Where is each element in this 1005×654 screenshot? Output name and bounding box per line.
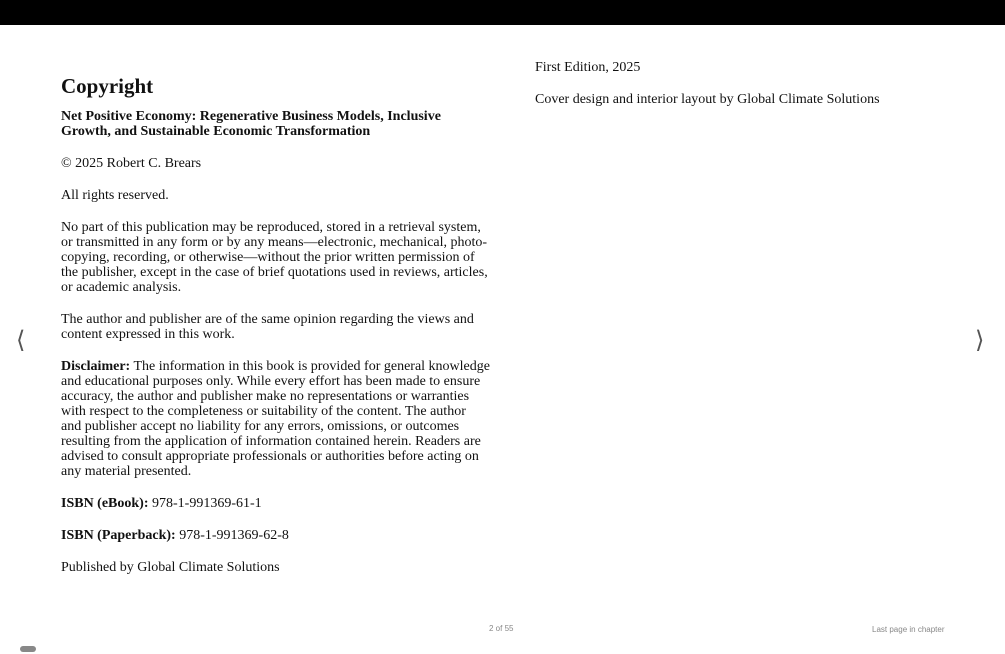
cover-design-line: Cover design and interior layout by Global Climate Solutions bbox=[535, 92, 880, 107]
next-page-button[interactable]: ⟩ bbox=[975, 326, 985, 354]
isbn-ebook-value: 978-1-991369-61-1 bbox=[148, 496, 262, 511]
page-heading: Copyright bbox=[61, 74, 154, 98]
text-line: accuracy, the author and publisher make no representations or warranties bbox=[61, 389, 470, 404]
disclaimer-paragraph bbox=[61, 359, 490, 479]
opinion-paragraph bbox=[61, 312, 481, 342]
text-line: and educational purposes only. While every effort has been made to ensure bbox=[61, 374, 481, 389]
right-page bbox=[535, 60, 955, 124]
text-line: resulting from the application of information contained herein. Readers are bbox=[61, 434, 481, 449]
edition-line: First Edition, 2025 bbox=[535, 60, 641, 75]
isbn-paperback-value: 978-1-991369-62-8 bbox=[175, 528, 289, 543]
text-line: advised to consult appropriate professionals or authorities before acting on bbox=[61, 449, 479, 464]
top-bar bbox=[0, 0, 1005, 25]
chapter-status: Last page in chapter bbox=[872, 625, 945, 634]
text-line: or academic analysis. bbox=[61, 280, 182, 295]
isbn-paperback bbox=[61, 528, 481, 543]
publisher-line: Published by Global Climate Solutions bbox=[61, 560, 280, 575]
isbn-paperback-label: ISBN (Paperback): bbox=[61, 528, 176, 543]
text-line: The author and publisher are of the same opinion regarding the views and bbox=[61, 312, 474, 327]
text-line: No part of this publication may be reproduced, stored in a retrieval system, bbox=[61, 220, 481, 235]
page-counter: 2 of 55 bbox=[489, 624, 514, 633]
no-part-paragraph bbox=[61, 220, 488, 295]
text-line: or transmitted in any form or by any means—electronic, mechanical, photo- bbox=[61, 235, 488, 250]
disclaimer-label: Disclaimer: bbox=[61, 359, 131, 374]
copyright-line: © 2025 Robert C. Brears bbox=[61, 156, 202, 171]
isbn-ebook-label: ISBN (eBook): bbox=[61, 496, 149, 511]
book-title bbox=[61, 109, 481, 139]
left-page bbox=[61, 74, 490, 592]
text-line: Net Positive Economy: Regenerative Business Models, Inclusive bbox=[61, 109, 441, 124]
text-line: copying, recording, or otherwise—without the prior written permission of bbox=[61, 250, 475, 265]
isbn-ebook bbox=[61, 496, 481, 511]
text-line: Growth, and Sustainable Economic Transformation bbox=[61, 124, 371, 139]
rights-line: All rights reserved. bbox=[61, 188, 169, 203]
disclaimer-rest bbox=[61, 374, 481, 479]
text-line: content expressed in this work. bbox=[61, 327, 235, 342]
disclaimer-first: The information in this book is provided for general knowledge bbox=[130, 359, 490, 374]
text-line: any material presented. bbox=[61, 464, 192, 479]
text-line: and publisher accept no liability for any errors, omissions, or outcomes bbox=[61, 419, 460, 434]
text-line: the publisher, except in the case of brief quotations used in reviews, articles, bbox=[61, 265, 488, 280]
sidebar-handle[interactable] bbox=[20, 646, 36, 652]
previous-page-button[interactable]: ⟨ bbox=[16, 326, 26, 354]
text-line: with respect to the completeness or suitability of the content. The author bbox=[61, 404, 466, 419]
